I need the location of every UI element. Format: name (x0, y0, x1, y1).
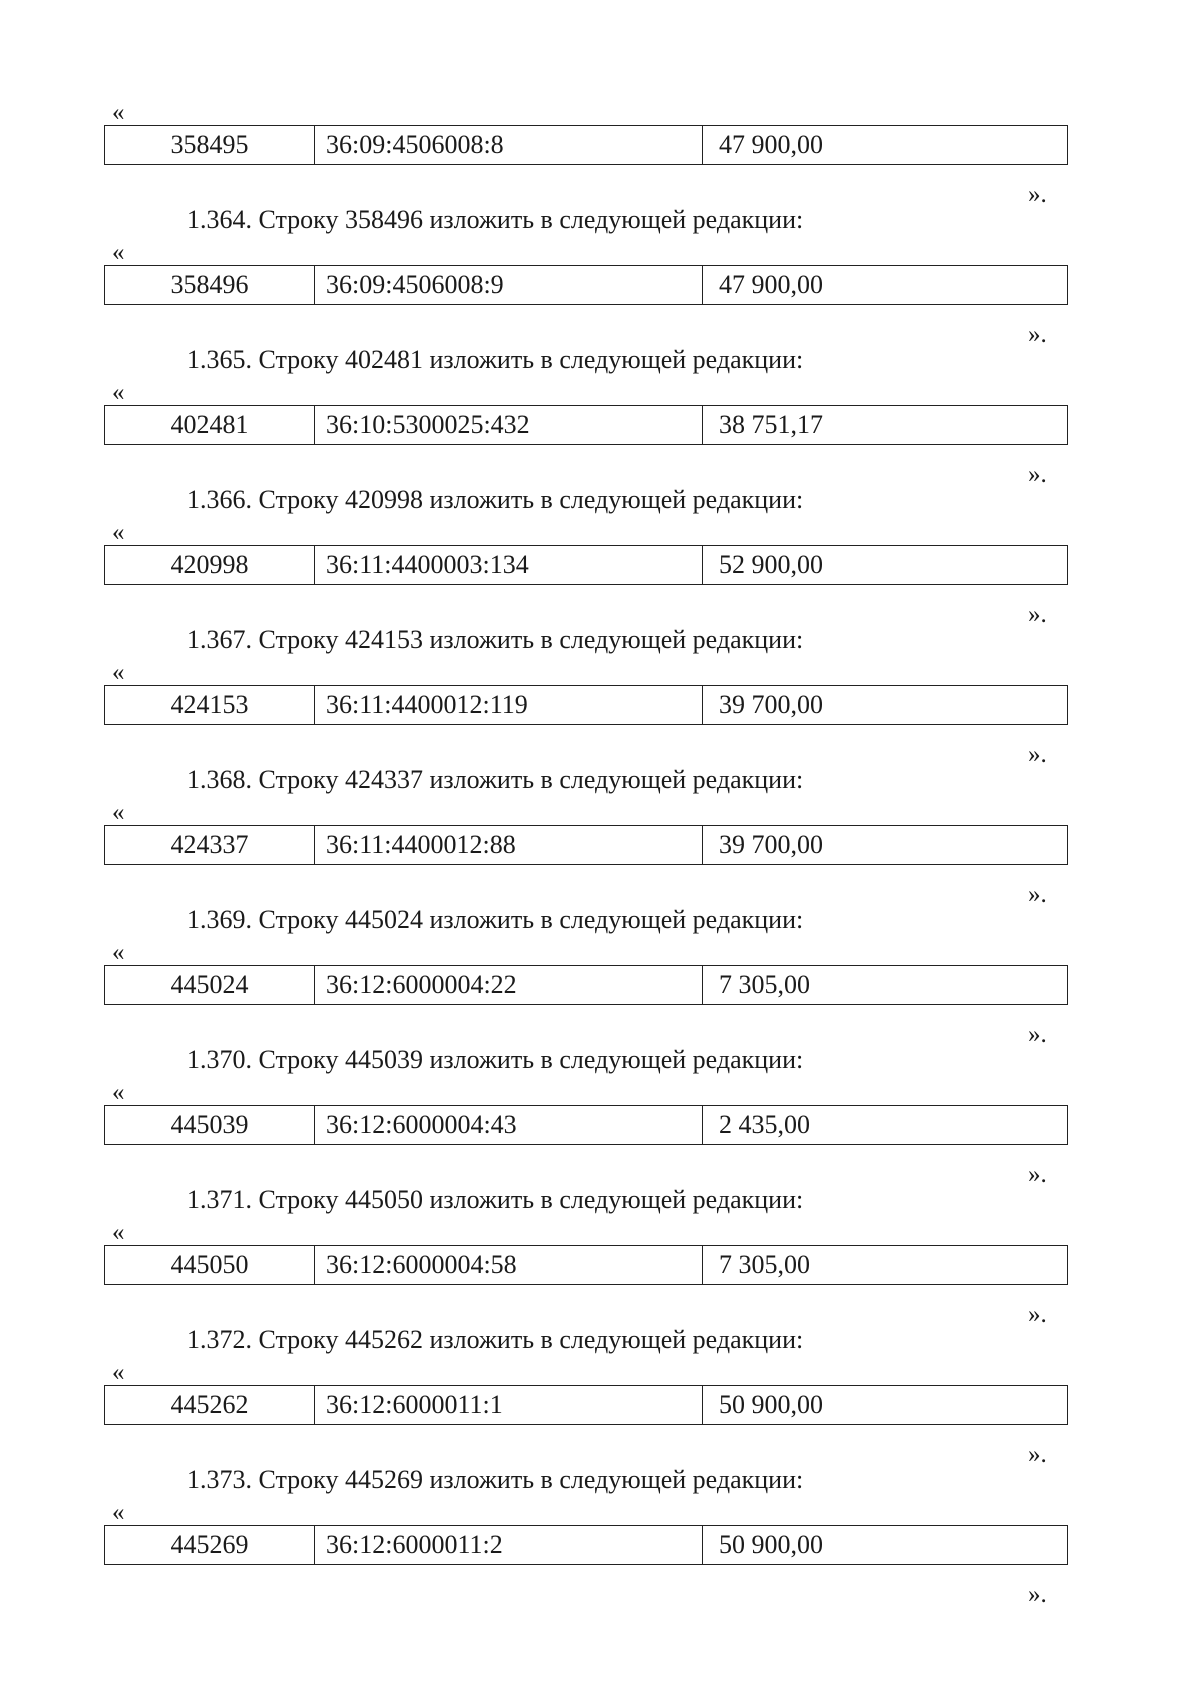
table-row (104, 545, 1068, 585)
row-number: 445262 (105, 1386, 315, 1424)
closing-quote: ». (1028, 881, 1047, 908)
cadastral-number: 36:12:6000011:2 (315, 1526, 703, 1564)
closing-quote: ». (1028, 1581, 1047, 1608)
cadastral-number: 36:10:5300025:432 (315, 406, 703, 444)
closing-quote: ». (1028, 1021, 1047, 1048)
amendment-heading: 1.369. Строку 445024 изложить в следующей редакции: (187, 905, 804, 934)
table-row (104, 685, 1068, 725)
amendment-block (0, 1045, 1200, 1203)
table-row (104, 965, 1068, 1005)
cadastral-number: 36:12:6000004:58 (315, 1246, 703, 1284)
amendment-block (0, 625, 1200, 783)
cadastral-value: 52 900,00 (719, 550, 823, 579)
amendment-block (0, 905, 1200, 1063)
table-row (104, 1385, 1068, 1425)
cadastral-number: 36:11:4400003:134 (315, 546, 703, 584)
opening-quote: « (112, 1359, 125, 1386)
closing-quote: ». (1028, 1441, 1047, 1468)
opening-quote: « (112, 1079, 125, 1106)
opening-quote: « (112, 1219, 125, 1246)
opening-quote: « (112, 799, 125, 826)
cadastral-number: 36:12:6000011:1 (315, 1386, 703, 1424)
cadastral-value: 47 900,00 (719, 270, 823, 299)
amendment-block (0, 485, 1200, 643)
amendment-heading: 1.368. Строку 424337 изложить в следующей редакции: (187, 765, 804, 794)
cadastral-value: 39 700,00 (719, 830, 823, 859)
table-row (104, 825, 1068, 865)
opening-quote: « (112, 939, 125, 966)
closing-quote: ». (1028, 1161, 1047, 1188)
cadastral-value: 50 900,00 (719, 1390, 823, 1419)
amendment-heading: 1.365. Строку 402481 изложить в следующей редакции: (187, 345, 804, 374)
closing-quote: ». (1028, 181, 1047, 208)
table-row (104, 1105, 1068, 1145)
table-row (104, 1525, 1068, 1565)
opening-quote: « (112, 519, 125, 546)
amendment-block (0, 1465, 1200, 1623)
cadastral-value: 7 305,00 (719, 970, 810, 999)
closing-quote: ». (1028, 1301, 1047, 1328)
row-number: 402481 (105, 406, 315, 444)
table-row (104, 125, 1068, 165)
amendment-heading: 1.364. Строку 358496 изложить в следующей редакции: (187, 205, 804, 234)
table-row (104, 405, 1068, 445)
closing-quote: ». (1028, 321, 1047, 348)
opening-quote: « (112, 379, 125, 406)
amendment-block (0, 83, 1200, 223)
amendment-heading: 1.372. Строку 445262 изложить в следующей редакции: (187, 1325, 804, 1354)
cadastral-value: 47 900,00 (719, 130, 823, 159)
row-number: 445269 (105, 1526, 315, 1564)
cadastral-number: 36:09:4506008:9 (315, 266, 703, 304)
amendment-block (0, 205, 1200, 363)
opening-quote: « (112, 659, 125, 686)
amendment-heading: 1.371. Строку 445050 изложить в следующей редакции: (187, 1185, 804, 1214)
amendment-block (0, 1325, 1200, 1483)
cadastral-value: 38 751,17 (719, 410, 823, 439)
cadastral-value: 7 305,00 (719, 1250, 810, 1279)
table-row (104, 265, 1068, 305)
amendment-heading: 1.373. Строку 445269 изложить в следующей редакции: (187, 1465, 804, 1494)
cadastral-value: 39 700,00 (719, 690, 823, 719)
cadastral-number: 36:11:4400012:119 (315, 686, 703, 724)
row-number: 424337 (105, 826, 315, 864)
cadastral-number: 36:09:4506008:8 (315, 126, 703, 164)
row-number: 358496 (105, 266, 315, 304)
table-row (104, 1245, 1068, 1285)
cadastral-value: 2 435,00 (719, 1110, 810, 1139)
opening-quote: « (112, 99, 125, 126)
opening-quote: « (112, 1499, 125, 1526)
closing-quote: ». (1028, 741, 1047, 768)
row-number: 445050 (105, 1246, 315, 1284)
opening-quote: « (112, 239, 125, 266)
row-number: 420998 (105, 546, 315, 584)
amendment-heading: 1.367. Строку 424153 изложить в следующей редакции: (187, 625, 804, 654)
row-number: 424153 (105, 686, 315, 724)
amendment-block (0, 1185, 1200, 1343)
amendment-block (0, 345, 1200, 503)
row-number: 445039 (105, 1106, 315, 1144)
cadastral-value: 50 900,00 (719, 1530, 823, 1559)
cadastral-number: 36:12:6000004:43 (315, 1106, 703, 1144)
row-number: 445024 (105, 966, 315, 1004)
amendment-block (0, 765, 1200, 923)
cadastral-number: 36:12:6000004:22 (315, 966, 703, 1004)
row-number: 358495 (105, 126, 315, 164)
closing-quote: ». (1028, 601, 1047, 628)
cadastral-number: 36:11:4400012:88 (315, 826, 703, 864)
amendment-heading: 1.370. Строку 445039 изложить в следующей редакции: (187, 1045, 804, 1074)
amendment-heading: 1.366. Строку 420998 изложить в следующей редакции: (187, 485, 804, 514)
closing-quote: ». (1028, 461, 1047, 488)
